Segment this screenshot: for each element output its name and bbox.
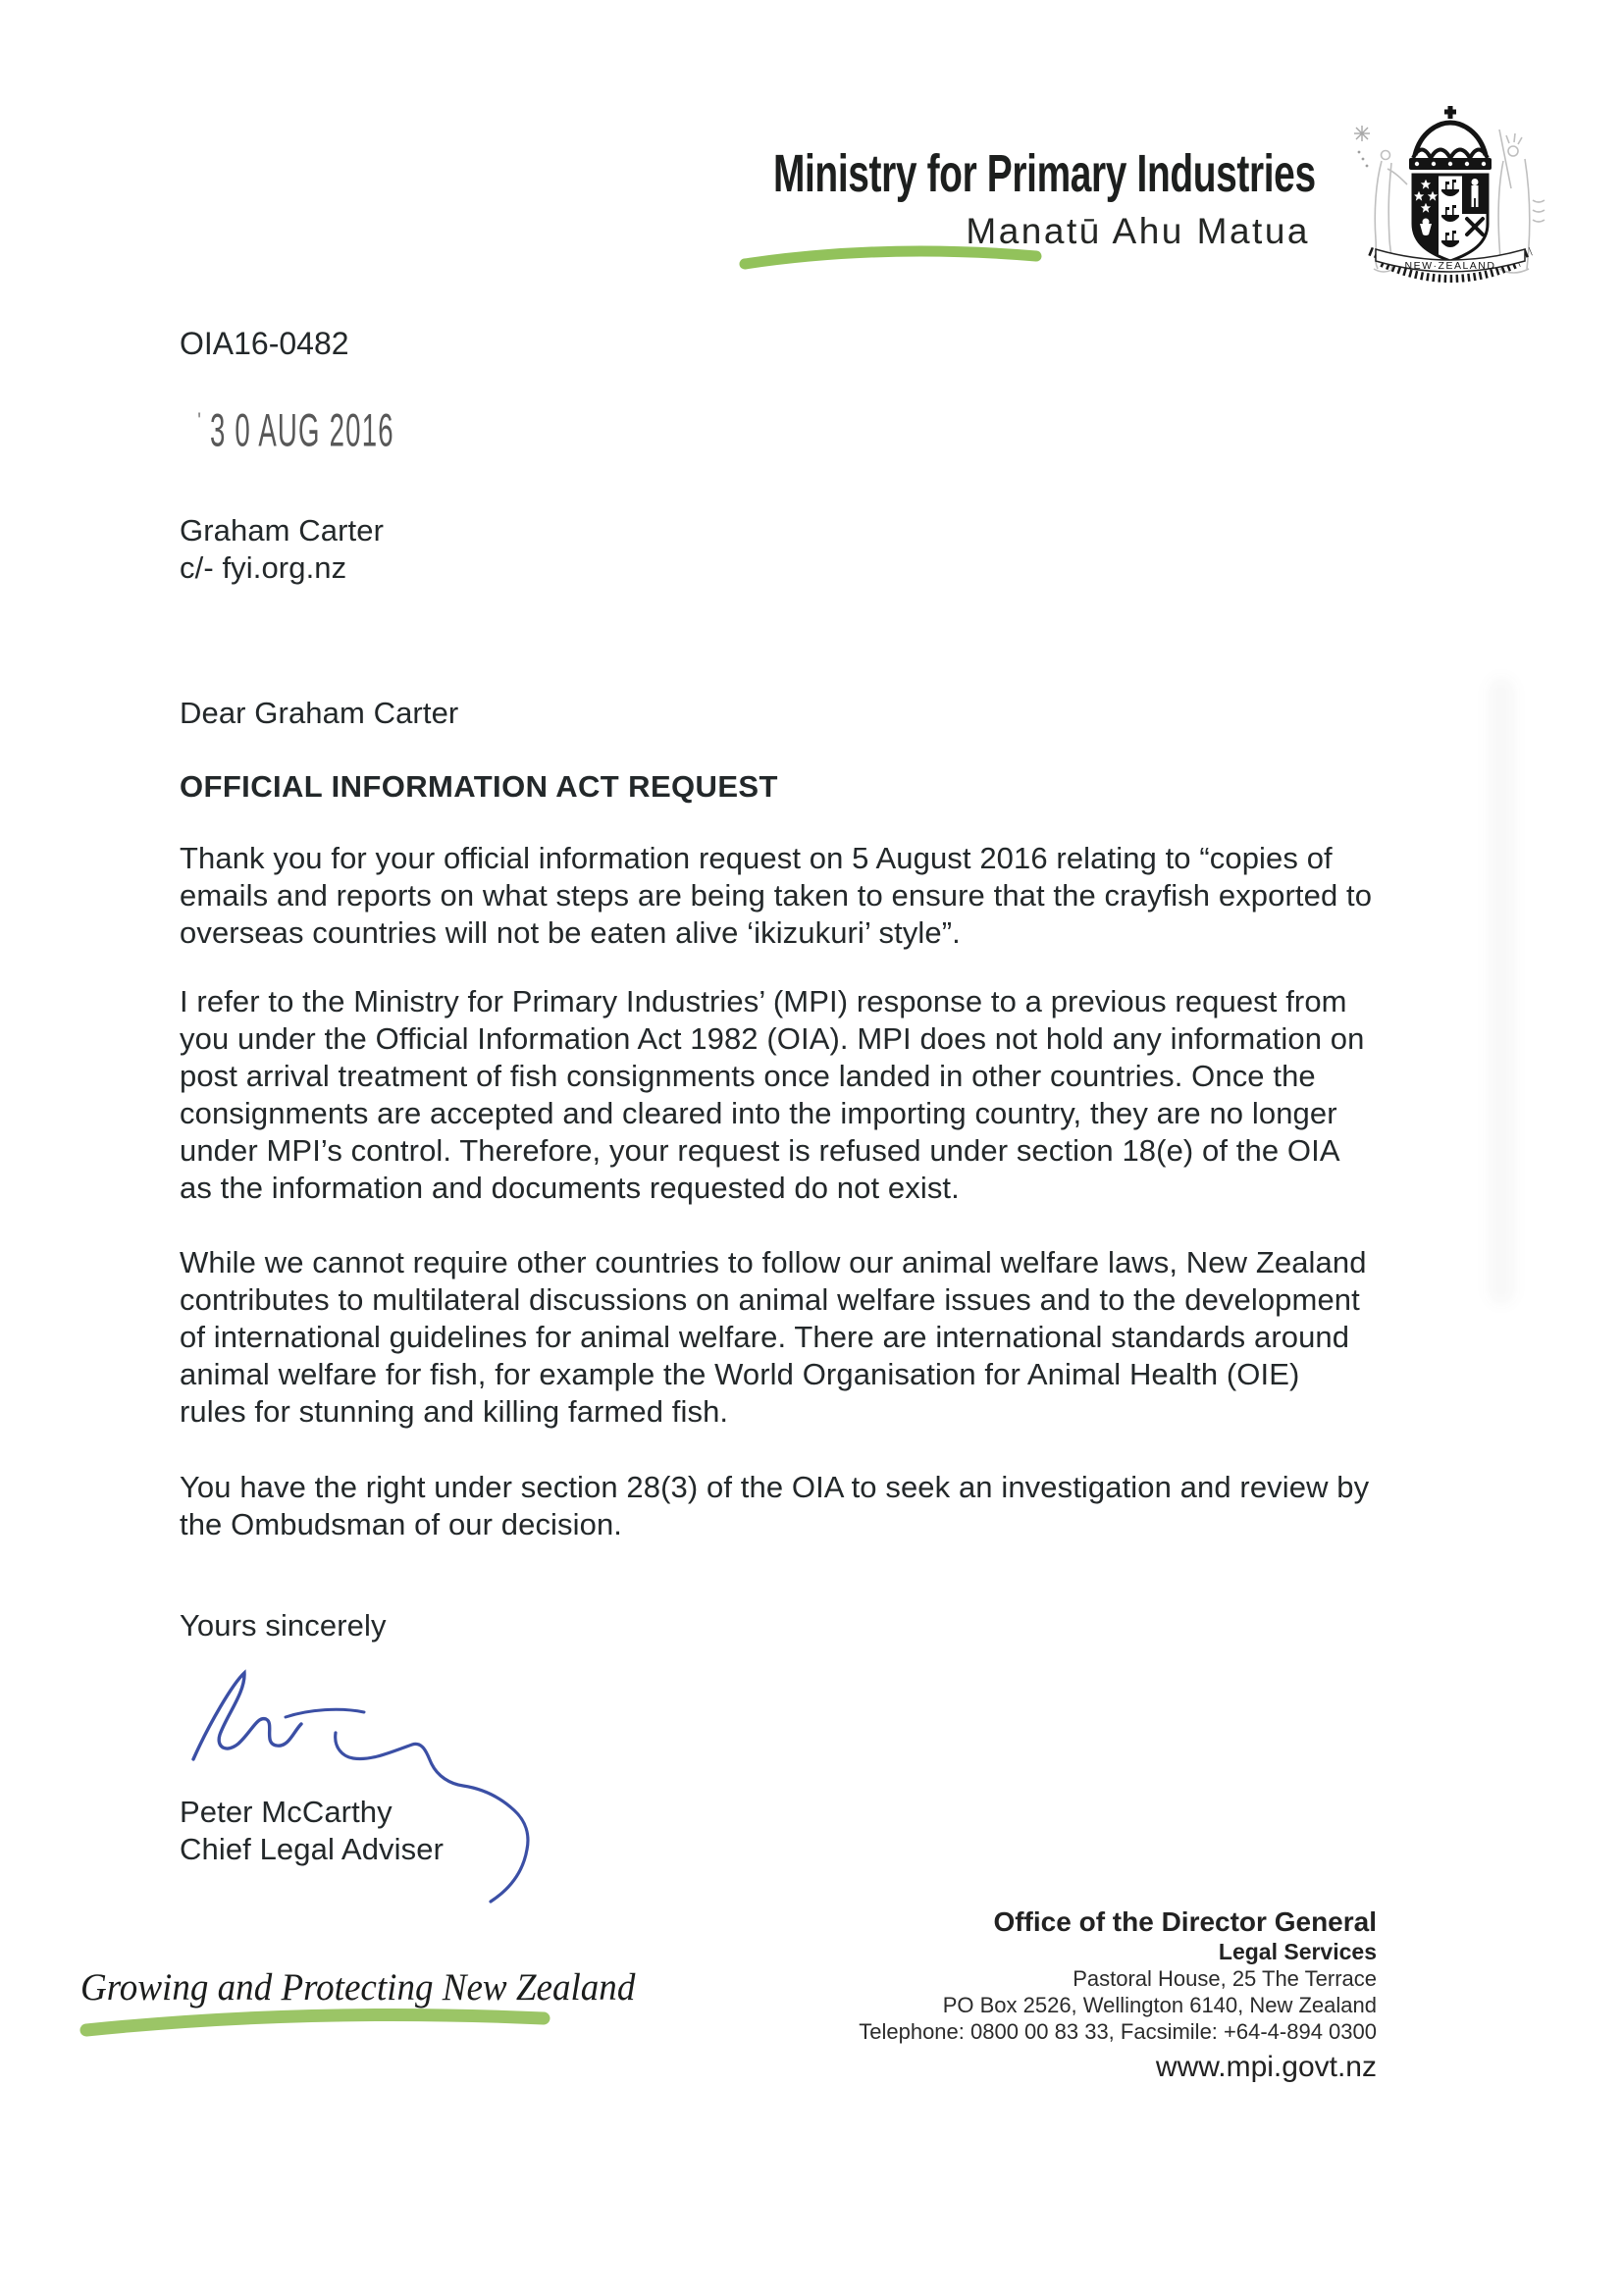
reference-number: OIA16-0482 xyxy=(180,326,349,361)
footer-phone-fax: Telephone: 0800 00 83 33, Facsimile: +64-4-894 0300 xyxy=(859,2019,1377,2044)
paragraph-line: as the information and documents requested do not exist. xyxy=(180,1171,960,1205)
signatory-title: Chief Legal Adviser xyxy=(180,1832,445,1866)
recipient-name: Graham Carter xyxy=(180,513,385,548)
green-swoosh-bottom-icon xyxy=(69,2000,569,2049)
paragraph-line: post arrival treatment of fish consignments once landed in other countries. Once the xyxy=(180,1059,1316,1093)
footer-address-line2: PO Box 2526, Wellington 6140, New Zealand xyxy=(942,1993,1377,2017)
salutation: Dear Graham Carter xyxy=(180,696,459,730)
footer-unit: Legal Services xyxy=(1218,1939,1377,1964)
paragraph-line: contributes to multilateral discussions on animal welfare issues and to the development xyxy=(180,1282,1360,1317)
closing-salutation: Yours sincerely xyxy=(180,1608,387,1643)
footer-contact-block xyxy=(859,1905,1377,2085)
footer-website: www.mpi.govt.nz xyxy=(1155,2051,1377,2083)
tagline: Growing and Protecting New Zealand xyxy=(80,1966,636,2009)
paragraph-line: rules for stunning and killing farmed fish. xyxy=(180,1394,729,1429)
recipient-address xyxy=(180,512,384,587)
date-received-stamp: 3 0 AUG 2016 xyxy=(210,403,394,456)
paragraph-line: overseas countries will not be eaten alive ‘ikizukuri’ style”. xyxy=(180,915,961,950)
paragraph-line: I refer to the Ministry for Primary Industries’ (MPI) response to a previous request from xyxy=(180,984,1347,1018)
recipient-care-of: c/- fyi.org.nz xyxy=(180,550,347,585)
paragraph-line: animal welfare for fish, for example the World Organisation for Animal Health (OIE) xyxy=(180,1357,1300,1391)
org-name: Ministry for Primary Industries xyxy=(773,144,1316,203)
stamp-artifact-mark: ' xyxy=(197,408,202,433)
paragraph-line: you under the Official Information Act 1982 (OIA). MPI does not hold any information on xyxy=(180,1021,1365,1056)
signatory-name: Peter McCarthy xyxy=(180,1795,393,1829)
org-name-maori: Manatū Ahu Matua xyxy=(966,211,1310,251)
nz-coat-of-arms-icon xyxy=(1352,106,1553,290)
paragraph-line: the Ombudsman of our decision. xyxy=(180,1507,623,1541)
letterhead xyxy=(562,144,1316,252)
paragraph-line: emails and reports on what steps are being taken to ensure that the crayfish exported to xyxy=(180,878,1373,913)
paragraph-2 xyxy=(180,983,1364,1207)
paragraph-4 xyxy=(180,1469,1369,1543)
coat-of-arms-banner-text: NEW·ZEALAND xyxy=(1404,260,1496,272)
paragraph-line: under MPI’s control. Therefore, your request is refused under section 18(e) of the OIA xyxy=(180,1133,1340,1168)
paragraph-line: of international guidelines for animal welfare. There are international standards around xyxy=(180,1320,1350,1354)
paragraph-line: You have the right under section 28(3) of the OIA to seek an investigation and review by xyxy=(180,1470,1370,1504)
footer-office: Office of the Director General xyxy=(993,1906,1377,1937)
paragraph-1 xyxy=(180,840,1372,952)
footer-address-line1: Pastoral House, 25 The Terrace xyxy=(1073,1966,1377,1991)
handwritten-signature-icon xyxy=(147,1639,589,1923)
paragraph-line: While we cannot require other countries to follow our animal welfare laws, New Zealand xyxy=(180,1245,1367,1279)
green-swoosh-icon xyxy=(734,237,1048,277)
paragraph-line: Thank you for your official information request on 5 August 2016 relating to “copies of xyxy=(180,841,1333,875)
paragraph-3 xyxy=(180,1244,1367,1431)
scan-artifact xyxy=(1488,677,1515,1305)
paragraph-line: consignments are accepted and cleared into the importing country, they are no longer xyxy=(180,1096,1337,1130)
signature-block xyxy=(180,1794,444,1868)
subject-heading: OFFICIAL INFORMATION ACT REQUEST xyxy=(180,769,778,804)
